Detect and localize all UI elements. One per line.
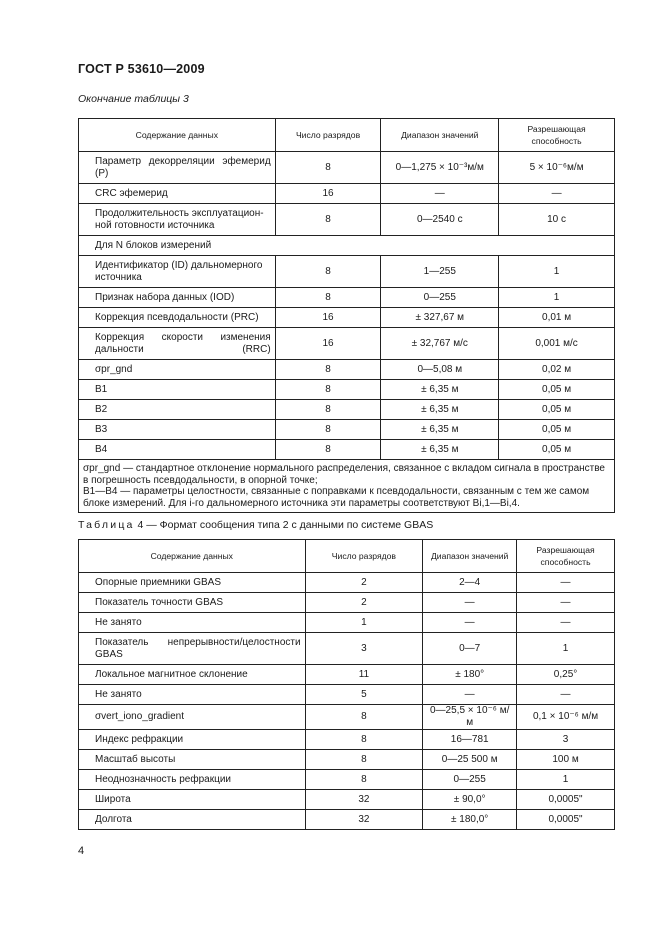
- row-bits: 1: [305, 613, 423, 633]
- row-name: Масштаб высоты: [79, 750, 306, 770]
- table-row: [79, 665, 615, 685]
- table-row: [79, 308, 615, 328]
- row-resolution: 1: [517, 770, 615, 790]
- table4-title: [78, 519, 433, 531]
- table-row: [79, 328, 615, 360]
- row-name: Индекс рефракции: [79, 730, 306, 750]
- table-row: [79, 593, 615, 613]
- table-row: [79, 685, 615, 705]
- row-bits: 8: [275, 400, 381, 420]
- row-bits: 8: [305, 705, 423, 730]
- row-range: 0—7: [423, 633, 517, 665]
- table4-header-row: [79, 540, 615, 573]
- table-row: [79, 705, 615, 730]
- row-resolution: 0,0005": [517, 790, 615, 810]
- row-name: B2: [79, 400, 276, 420]
- table-row: [79, 440, 615, 460]
- row-resolution: —: [517, 685, 615, 705]
- row-range: ± 327,67 м: [381, 308, 499, 328]
- table-row-section: [79, 236, 615, 256]
- row-bits: 16: [275, 308, 381, 328]
- row-name: Показатель непрерывности/целостности GBAS: [79, 633, 306, 665]
- row-bits: 8: [275, 420, 381, 440]
- table-row: [79, 256, 615, 288]
- row-bits: 8: [275, 256, 381, 288]
- row-range: 0—5,08 м: [381, 360, 499, 380]
- row-name: Локальное магнитное склонение: [79, 665, 306, 685]
- table3-col-bits: Число разрядов: [275, 119, 381, 152]
- table4-col-resolution: Разрешающая способность: [517, 540, 615, 573]
- table-row: [79, 770, 615, 790]
- row-name: σvert_iono_gradient: [79, 705, 306, 730]
- row-range: 1—255: [381, 256, 499, 288]
- row-name: B3: [79, 420, 276, 440]
- row-name: Показатель точности GBAS: [79, 593, 306, 613]
- row-range: 0—1,275 × 10⁻³м/м: [381, 152, 499, 184]
- table-row: [79, 810, 615, 830]
- table-row: [79, 152, 615, 184]
- row-name: σpr_gnd: [79, 360, 276, 380]
- row-resolution: 0,0005": [517, 810, 615, 830]
- table-row: [79, 380, 615, 400]
- row-name: Не занято: [79, 685, 306, 705]
- row-resolution: 0,001 м/с: [499, 328, 615, 360]
- row-bits: 8: [275, 288, 381, 308]
- row-bits: 8: [305, 750, 423, 770]
- row-range: 0—2540 с: [381, 204, 499, 236]
- table3-col-resolution: Разрешающая способность: [499, 119, 615, 152]
- row-name: Коррекция псевдодальности (PRC): [79, 308, 276, 328]
- row-resolution: 1: [499, 256, 615, 288]
- table-row: [79, 573, 615, 593]
- row-range: —: [423, 613, 517, 633]
- table-row: [79, 420, 615, 440]
- row-bits: 32: [305, 790, 423, 810]
- table-row: [79, 750, 615, 770]
- row-resolution: 100 м: [517, 750, 615, 770]
- row-range: ± 180°: [423, 665, 517, 685]
- row-name: Широта: [79, 790, 306, 810]
- note-b-parameters: B1—B4 — параметры целостности, связанные с поправками к псевдодальности, связанным с тем же самом блоке измерений. Для i-го дальномерного источника эти параметры соответствуют Bi,1—Bi,4.: [83, 486, 590, 509]
- row-range: 0—255: [423, 770, 517, 790]
- table-row: [79, 360, 615, 380]
- table-row: [79, 288, 615, 308]
- row-bits: 3: [305, 633, 423, 665]
- row-range: 2—4: [423, 573, 517, 593]
- table-row: [79, 613, 615, 633]
- row-bits: 32: [305, 810, 423, 830]
- row-bits: 8: [275, 204, 381, 236]
- page-number: 4: [78, 845, 85, 857]
- note-sigma-pr-gnd: σpr_gnd — стандартное отклонение нормального распределения, связанное с вкладом сигнала в пространстве в погрешность псевдодальности, в опорной точке;: [83, 463, 605, 486]
- row-resolution: —: [517, 593, 615, 613]
- row-bits: 8: [305, 730, 423, 750]
- row-resolution: 0,02 м: [499, 360, 615, 380]
- table-row: [79, 790, 615, 810]
- row-resolution: 1: [517, 633, 615, 665]
- row-name: Параметр декорреляции эфемерид (Р): [79, 152, 276, 184]
- row-bits: 8: [275, 152, 381, 184]
- row-resolution: 0,05 м: [499, 380, 615, 400]
- row-name: Опорные приемники GBAS: [79, 573, 306, 593]
- row-range: ± 180,0°: [423, 810, 517, 830]
- row-bits: 8: [305, 770, 423, 790]
- row-resolution: 3: [517, 730, 615, 750]
- table-row: [79, 633, 615, 665]
- table4-col-range: Диапазон значений: [423, 540, 517, 573]
- row-range: 0—25 500 м: [423, 750, 517, 770]
- document-id: ГОСТ Р 53610—2009: [78, 62, 205, 76]
- row-bits: 2: [305, 573, 423, 593]
- table3-notes-row: [79, 460, 615, 513]
- row-resolution: 5 × 10⁻⁶м/м: [499, 152, 615, 184]
- row-name: Неоднозначность рефракции: [79, 770, 306, 790]
- row-resolution: 0,01 м: [499, 308, 615, 328]
- row-bits: 16: [275, 328, 381, 360]
- row-bits: 11: [305, 665, 423, 685]
- row-resolution: 0,25°: [517, 665, 615, 685]
- table3-col-range: Диапазон значений: [381, 119, 499, 152]
- row-range: ± 6,35 м: [381, 440, 499, 460]
- row-range: —: [381, 184, 499, 204]
- row-bits: 16: [275, 184, 381, 204]
- table3-continuation-caption: Окончание таблицы 3: [78, 93, 189, 105]
- row-resolution: 0,1 × 10⁻⁶ м/м: [517, 705, 615, 730]
- row-bits: 8: [275, 440, 381, 460]
- table-row: [79, 400, 615, 420]
- table3-col-content: Содержание данных: [79, 119, 276, 152]
- row-name: Не занято: [79, 613, 306, 633]
- table4-label: Таблица: [78, 519, 135, 531]
- row-name: Коррекция скорости изменения дальности (RRC): [79, 328, 276, 360]
- row-resolution: 0,05 м: [499, 420, 615, 440]
- section-label: Для N блоков измерений: [79, 236, 615, 256]
- row-resolution: 0,05 м: [499, 400, 615, 420]
- table-row: [79, 184, 615, 204]
- row-name: Идентификатор (ID) дальномерного источника: [79, 256, 276, 288]
- table4-col-bits: Число разрядов: [305, 540, 423, 573]
- row-bits: 8: [275, 380, 381, 400]
- row-range: ± 6,35 м: [381, 420, 499, 440]
- table-3: [78, 118, 615, 513]
- row-bits: 5: [305, 685, 423, 705]
- table3-header-row: [79, 119, 615, 152]
- row-bits: 2: [305, 593, 423, 613]
- row-name: B4: [79, 440, 276, 460]
- table4-title-text: 4 — Формат сообщения типа 2 с данными по системе GBAS: [137, 519, 434, 531]
- row-resolution: 0,05 м: [499, 440, 615, 460]
- row-resolution: —: [499, 184, 615, 204]
- row-range: ± 6,35 м: [381, 380, 499, 400]
- table4-col-content: Содержание данных: [79, 540, 306, 573]
- row-name: Долгота: [79, 810, 306, 830]
- table3-notes: [79, 460, 615, 513]
- table-4: [78, 539, 615, 830]
- table-row: [79, 730, 615, 750]
- row-range: ± 32,767 м/с: [381, 328, 499, 360]
- row-bits: 8: [275, 360, 381, 380]
- row-range: 0—25,5 × 10⁻⁶ м/м: [423, 705, 517, 730]
- row-range: 0—255: [381, 288, 499, 308]
- row-resolution: —: [517, 573, 615, 593]
- row-range: ± 6,35 м: [381, 400, 499, 420]
- row-range: 16—781: [423, 730, 517, 750]
- row-resolution: —: [517, 613, 615, 633]
- row-name: Продолжительность эксплуатацион-ной готовности источника: [79, 204, 276, 236]
- row-resolution: 1: [499, 288, 615, 308]
- row-name: Признак набора данных (IOD): [79, 288, 276, 308]
- row-resolution: 10 с: [499, 204, 615, 236]
- row-range: ± 90,0°: [423, 790, 517, 810]
- row-range: —: [423, 685, 517, 705]
- table-row: [79, 204, 615, 236]
- row-range: —: [423, 593, 517, 613]
- row-name: B1: [79, 380, 276, 400]
- row-name: CRC эфемерид: [79, 184, 276, 204]
